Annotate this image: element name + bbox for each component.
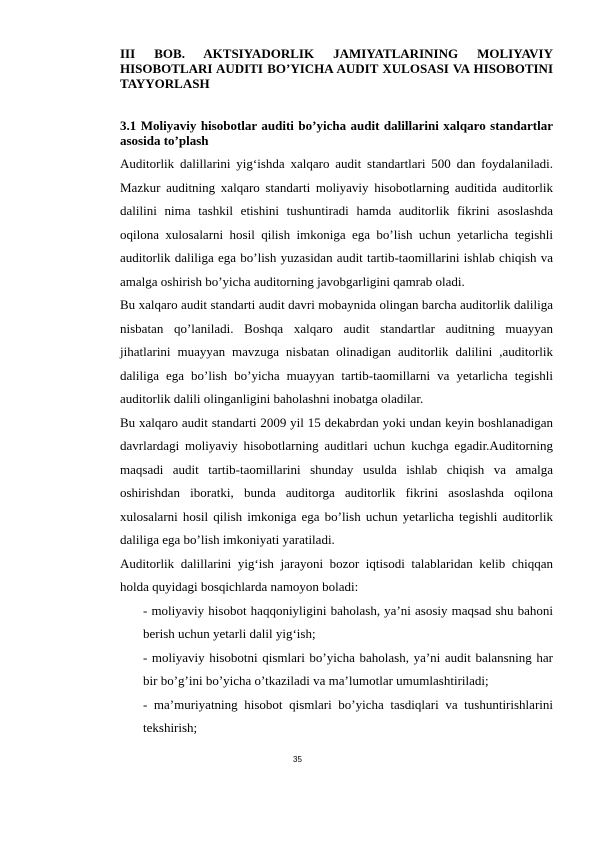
- section-title: 3.1 Moliyaviy hisobotlar auditi bo’yicha audit dalillarini xalqaro standartlar asosida to’plash: [120, 118, 553, 148]
- paragraph: Bu xalqaro audit standarti 2009 yil 15 dekabrdan yoki undan keyin boshlanadigan davrlardagi moliyaviy hisobotlarning auditlari uchun kuchga egadir.Auditorning maqsadi audit tartib-taomillarini shunday usulda ishlab chiqish va amalga oshirishdan iboratki, bunda auditorga auditorlik fikrini asoslashda oqilona xulosalarni hosil qilish imkoniga ega bo’lish uchun yetarlicha tegishli auditorlik daliliga ega bo’lish imkoniyati yaratiladi.: [120, 414, 553, 547]
- bullet-list: [120, 599, 553, 740]
- page-number: 35: [293, 755, 302, 764]
- paragraph: Auditorlik dalillarini yig‘ishda xalqaro audit standartlari 500 dan foydalaniladi. Mazkur auditning xalqaro standarti moliyaviy hisobotlarning auditida auditorlik dalilini nima tashkil etishini tushuntiradi hamda auditorlik fikrini asoslashda oqilona xulosalarni hosil qilish imkoniga ega bo’lish uchun yetarlicha tegishli auditorlik daliliga ega bo’lish yuzasidan audit tartib-taomillarini ishlab chiqish va amalga oshirish bo’yicha auditorning javobgarligini qamrab oladi.: [120, 156, 553, 289]
- body-text: [120, 152, 553, 740]
- chapter-title: III BOB. AKTSIYADORLIK JAMIYATLARINING MOLIYAVIY HISOBOTLARI AUDITI BO’YICHA AUDIT XULOSASI VA HISOBOTINI TAYYORLASH: [120, 46, 553, 91]
- paragraph: Auditorlik dalillarini yig‘ish jarayoni bozor iqtisodi talablaridan kelib chiqqan holda quyidagi bosqichlarda namoyon boladi:: [120, 555, 553, 594]
- list-item: - moliyaviy hisobot haqqoniyligini baholash, ya’ni asosiy maqsad shu bahoni berish uchun yetarli dalil yig‘ish;: [143, 602, 553, 641]
- paragraph: Bu xalqaro audit standarti audit davri mobaynida olingan barcha auditorlik daliliga nisbatan qo’laniladi. Boshqa xalqaro audit standartlar auditning muayyan jihatlarini muayyan mavzuga nisbatan olinadigan auditorlik dalilini ,auditorlik daliliga ega bo’lish bo’yicha muayyan tartib-taomillarni va yetarlicha tegishli auditorlik dalili olinganligini baholashni inobatga oladilar.: [120, 297, 553, 406]
- list-item: - moliyaviy hisobotni qismlari bo’yicha baholash, ya’ni audit balansning har bir bo’g’ini bo’yicha o’tkaziladi va ma’lumotlar umumlashtiriladi;: [143, 649, 553, 688]
- list-item: - ma’muriyatning hisobot qismlari bo’yicha tasdiqlari va tushuntirishlarini tekshirish;: [143, 696, 553, 735]
